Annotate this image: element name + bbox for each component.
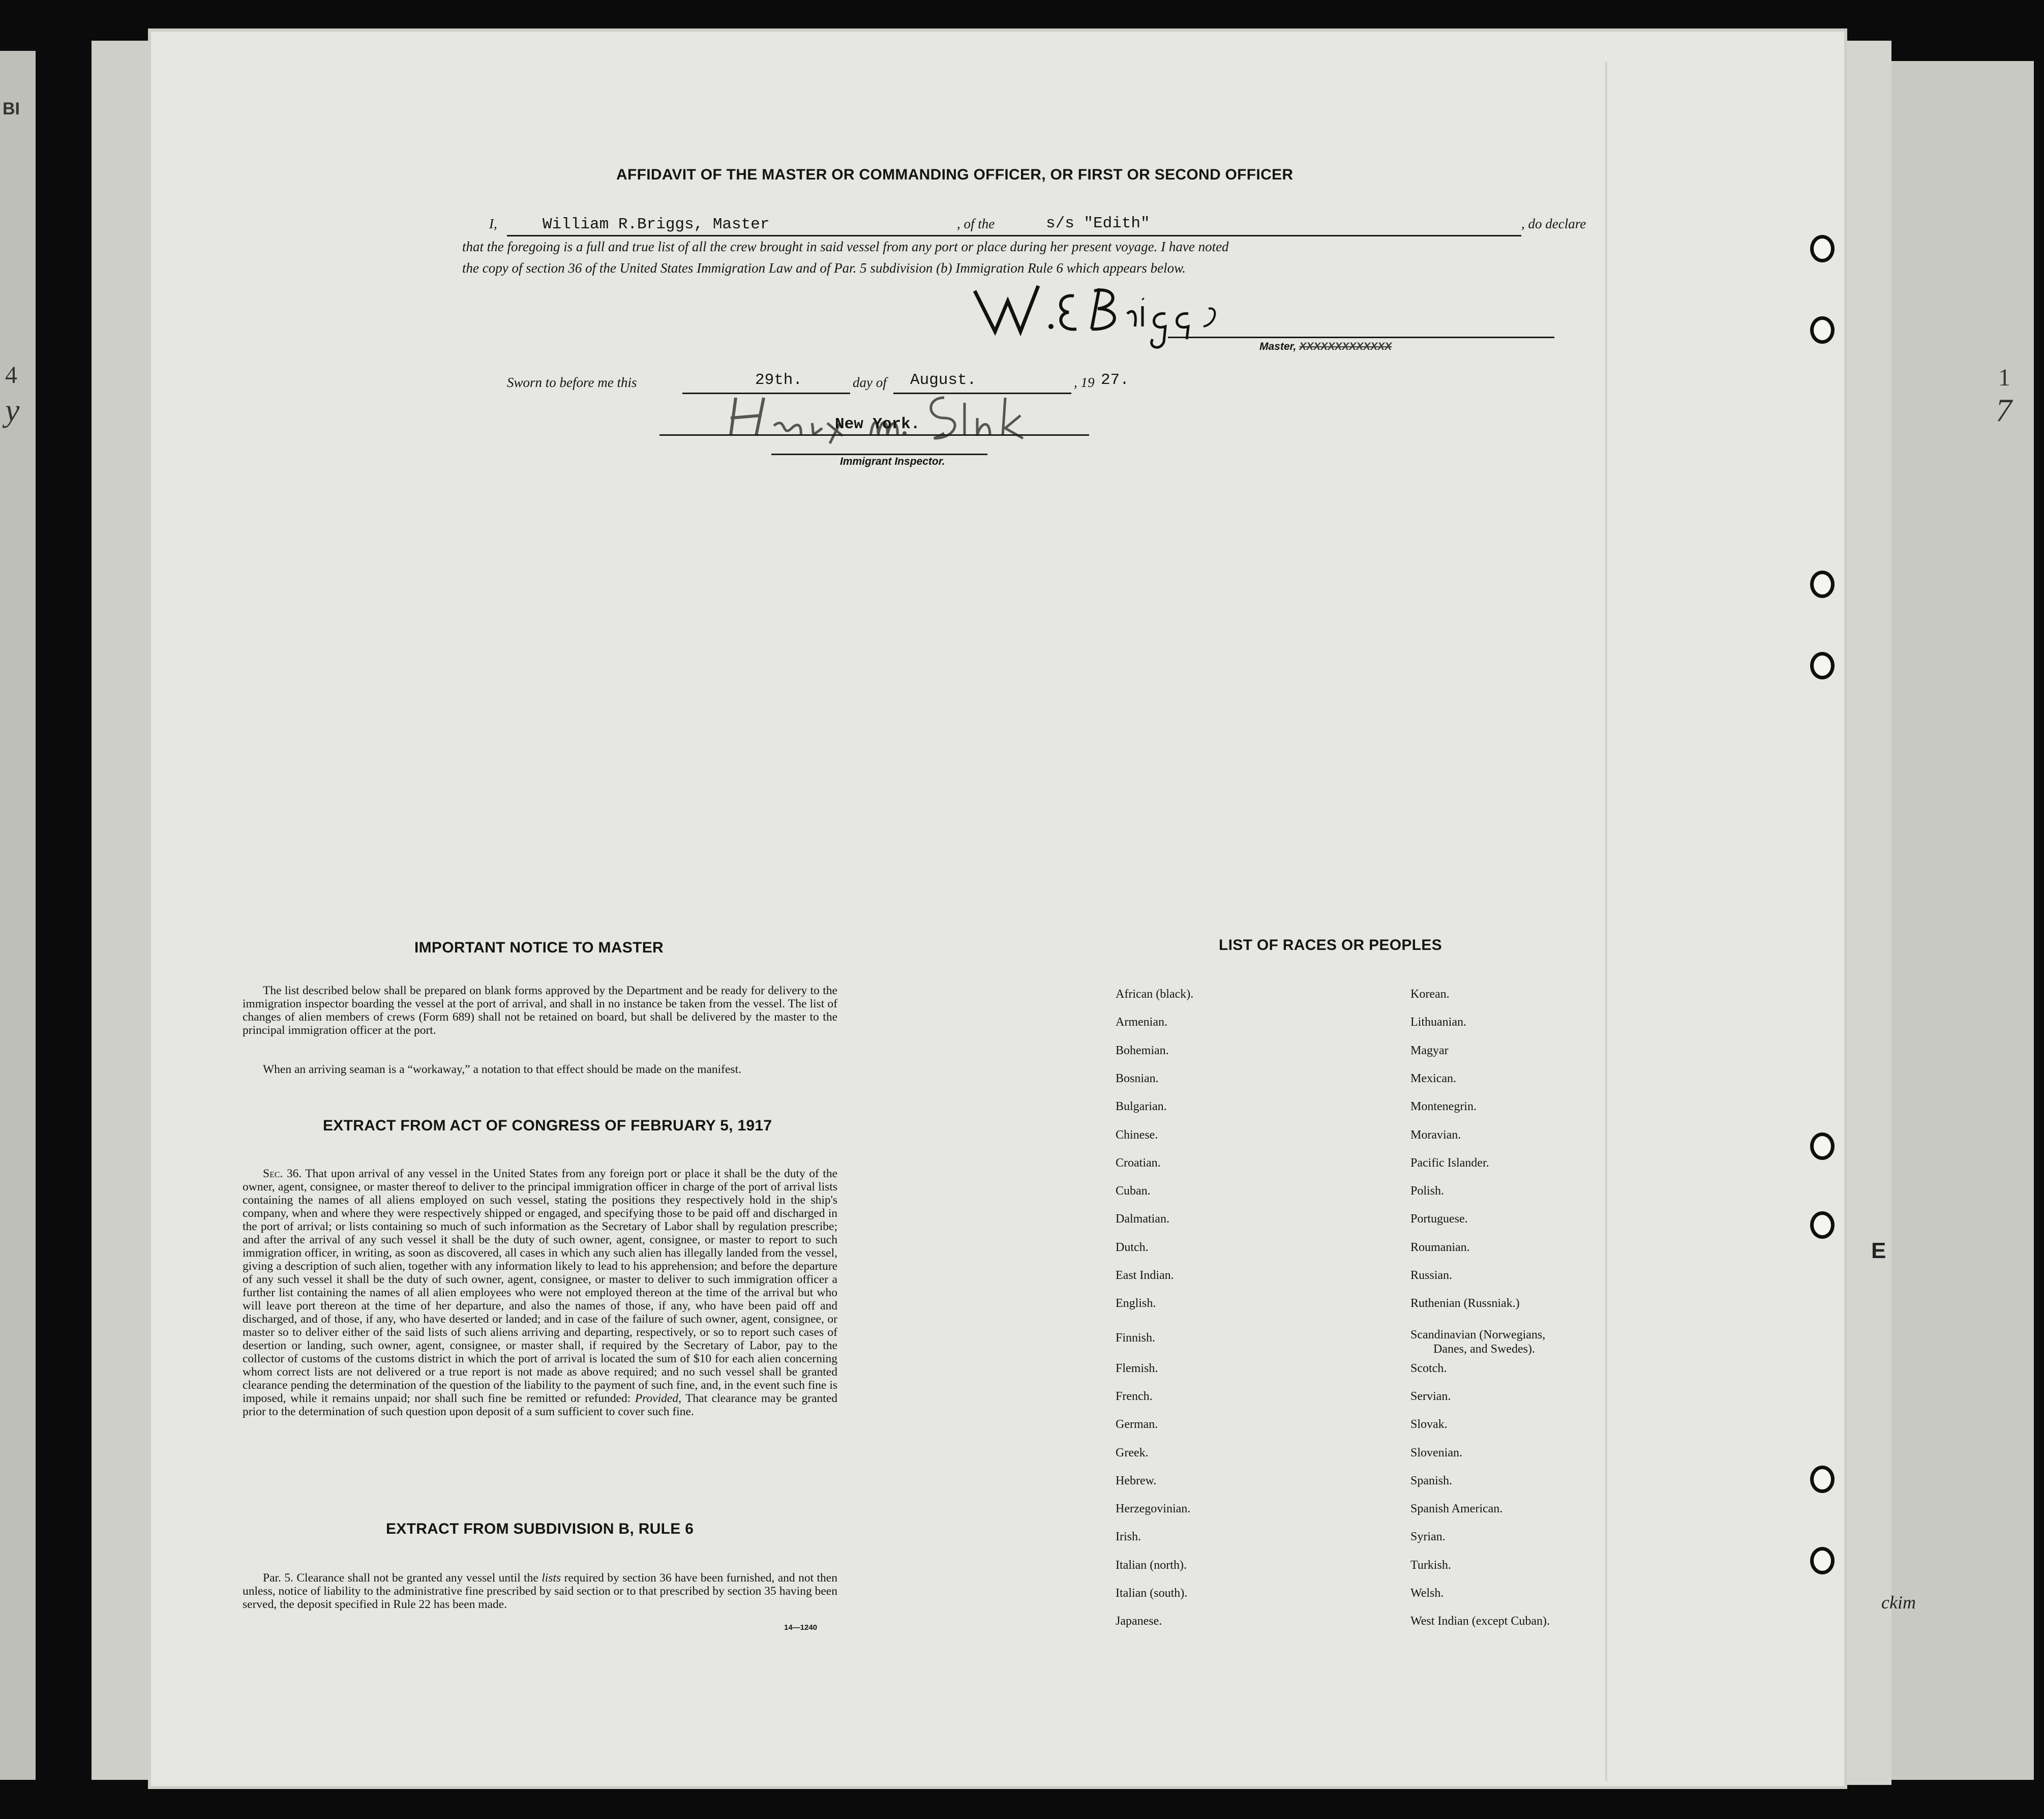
race-item: Scandinavian (Norwegians, [1410,1328,1546,1341]
race-item: Greek. [1116,1446,1149,1459]
race-item: Croatian. [1116,1156,1161,1170]
race-item: Bosnian. [1116,1071,1159,1085]
right-margin-mark: ckim [1881,1592,1916,1613]
race-item: Roumanian. [1410,1240,1470,1254]
left-margin-mark: y [5,392,20,428]
race-item: Finnish. [1116,1331,1156,1345]
sworn-month: August. [910,371,977,389]
year-prefix: , 19 [1074,375,1095,390]
master-struck-text: XXXXXXXXXXXXX [1299,341,1392,352]
section-36-text-end: That clearance may be granted prior to the determination of such question upon deposit of a sum sufficient to cover such fine. [243,1392,838,1418]
race-item: Spanish. [1410,1474,1453,1487]
page-fold [1605,62,1607,1781]
race-item: Magyar [1410,1043,1449,1057]
sworn-label: Sworn to before me this [507,375,637,390]
race-item: Polish. [1410,1184,1445,1198]
race-item: Italian (north). [1116,1558,1187,1572]
provided-word: Provided, [635,1392,681,1405]
notice-paragraph-2: When an arriving seaman is a “workaway,” a notation to that effect should be made on the manifest. [263,1063,741,1076]
race-item: Syrian. [1410,1530,1446,1544]
extract-rule-title: EXTRACT FROM SUBDIVISION B, RULE 6 [386,1520,694,1537]
race-item: Spanish American. [1410,1502,1503,1516]
race-item: Pacific Islander. [1410,1156,1489,1170]
race-item: Montenegrin. [1410,1100,1477,1114]
race-item: Cuban. [1116,1184,1151,1198]
race-item: Lithuanian. [1410,1016,1466,1029]
punch-hole [1810,1211,1835,1239]
master-signature-line [1168,337,1554,338]
punch-hole [1810,235,1835,262]
declarant-line [507,235,1081,236]
section-36-text: That upon arrival of any vessel in the United States from any foreign port or place it shall be the duty of the owner, agent, consignee, or master thereof to deliver to the principal immigration officer in charge of the port of arrival lists containing the names of all aliens employed on such vessel, stating the positions they respectively hold in the ship's company, when and where they were respectively shipped or engaged, and specifying those to be paid off and discharged in the port of arrival; or lists containing so much of such information as the Secretary of Labor shall by regulation prescribe; and after the arrival of any such vessel it shall be the duty of such owner, agent, consignee, or master to report to such immigration officer, in writing, as soon as discovered, all cases in which any such alien has illegally landed from the vessel, giving a description of such alien, together with any information likely to lead to his apprehension; and before the departure of any such vessel it shall be the duty of such owner, agent, consignee, or master to deliver to such immigration officer a further list containing the names of all alien employees who were not employed thereon at the time of the arrival but who will leave port thereon at the time of her departure, and also the names of those, if any, who have been paid off and discharged, and of those, if any, who have deserted or landed; and in case of the failure of such owner, agent, consignee, or master so to deliver either of the said lists of such aliens arriving and departing, respectively, or so to report such cases of desertion or landing, such owner, agent, consignee, or master shall, if required by the Secretary of Labor, pay to the collector of customs of the customs district in which the port of arrival is located the sum of $10 for each alien concerning whom correct lists are not delivered or a true report is not made as above required; and no such vessel shall be granted clearance pending the determination of the question of the liability to the payment of such fine, and, in the event such fine is imposed, while it remains unpaid; nor shall such fine be remitted or refunded: [243,1167,838,1405]
race-item: French. [1116,1389,1153,1403]
race-item: Mexican. [1410,1071,1456,1085]
race-item: Ruthenian (Russniak.) [1410,1297,1520,1310]
affidavit-page [151,32,1844,1786]
race-item: Scotch. [1410,1361,1447,1375]
affidavit-title: AFFIDAVIT OF THE MASTER OR COMMANDING OFFICER, OR FIRST OR SECOND OFFICER [616,166,1294,183]
race-item: Armenian. [1116,1016,1167,1029]
vessel-name: s/s "Edith" [1046,215,1150,232]
race-item: East Indian. [1116,1269,1174,1282]
place-line [659,434,1089,436]
race-item: Welsh. [1410,1587,1444,1600]
race-item: Italian (south). [1116,1587,1188,1600]
notice-paragraph-1: The list described below shall be prepared on blank forms approved by the Department and be ready for delivery to the immigration inspector boarding the vessel at the port of arrival, and shall in no instance be taken from the vessel. The list of changes of alien members of crews (Form 689) shall not be retained on board, but shall be delivered by the master to the principal immigration officer at the port. [243,984,837,1037]
punch-hole [1810,652,1835,679]
race-item: Hebrew. [1116,1474,1157,1487]
race-item: English. [1116,1297,1156,1310]
rule-text-a: Par. 5. Clearance shall not be granted any vessel until the [263,1571,538,1585]
race-item: Flemish. [1116,1361,1158,1375]
right-margin-mark: 1 [1998,364,2010,391]
of-the-label: , of the [957,216,995,231]
race-item: Turkish. [1410,1558,1451,1572]
race-item: Japanese. [1116,1615,1162,1628]
race-item: African (black). [1116,988,1194,1001]
race-item: Russian. [1410,1269,1453,1282]
right-margin-mark: 7 [1996,392,2012,428]
race-item: Korean. [1410,988,1450,1001]
punch-hole [1810,1547,1835,1574]
punch-hole [1810,1132,1835,1160]
race-item: Slovak. [1410,1418,1448,1432]
affidavit-line-2: that the foregoing is a full and true list of all the crew brought in said vessel from any port or place during her present voyage. I have noted [462,239,1229,254]
right-margin-mark: E [1871,1238,1886,1263]
race-item: Servian. [1410,1389,1451,1403]
races-title: LIST OF RACES OR PEOPLES [1219,937,1442,953]
race-item: Slovenian. [1410,1446,1462,1459]
race-item: German. [1116,1418,1158,1432]
punch-hole [1810,571,1835,598]
left-margin-mark: 4 [5,362,17,389]
inspector-label: Immigrant Inspector. [840,456,945,467]
race-item: Dutch. [1116,1240,1149,1254]
race-item-continuation: Danes, and Swedes). [1433,1342,1535,1356]
sworn-place: New York. [835,415,920,433]
race-item: West Indian (except Cuban). [1410,1615,1550,1628]
notice-title: IMPORTANT NOTICE TO MASTER [414,939,664,956]
vessel-line [1005,235,1521,236]
extract-act-text [243,1167,837,1418]
race-item: Portuguese. [1410,1212,1468,1226]
declarant-name: William R.Briggs, Master [543,216,770,233]
section-label: Sec. 36. [263,1167,302,1180]
extract-act-title: EXTRACT FROM ACT OF CONGRESS OF FEBRUARY 5, 1917 [323,1117,772,1134]
master-title: Master, [1259,341,1297,352]
master-label [1259,341,1392,353]
affidavit-line-3: the copy of section 36 of the United States Immigration Law and of Par. 5 subdivision (b) Immigration Rule 6 which appears below. [462,260,1186,276]
sworn-year: 27. [1101,371,1129,389]
race-item: Moravian. [1410,1128,1461,1142]
left-margin-mark: BI [3,99,20,118]
day-of-label: day of [853,375,887,390]
inspector-line [771,454,987,455]
master-signature [965,276,1270,342]
i-label: I, [489,216,497,231]
form-number: 14—1240 [784,1623,818,1632]
punch-hole [1810,316,1835,344]
race-item: Chinese. [1116,1128,1158,1142]
race-item: Dalmatian. [1116,1212,1169,1226]
rule-text-b: required by section 36 have been furnished, and not then unless, notice of liability to the administrative fine prescribed by said section or to that prescribed by section 35 having been served, the deposit specified in Rule 22 has been made. [243,1571,837,1611]
extract-rule-text [243,1571,837,1611]
lists-word: lists [542,1571,561,1585]
punch-hole [1810,1466,1835,1493]
race-item: Irish. [1116,1530,1141,1544]
race-item: Bohemian. [1116,1043,1169,1057]
race-item: Bulgarian. [1116,1100,1167,1114]
left-background-sheet [0,51,36,1780]
sworn-day: 29th. [755,371,803,389]
do-declare-label: , do declare [1521,216,1586,231]
race-item: Herzegovinian. [1116,1502,1191,1516]
